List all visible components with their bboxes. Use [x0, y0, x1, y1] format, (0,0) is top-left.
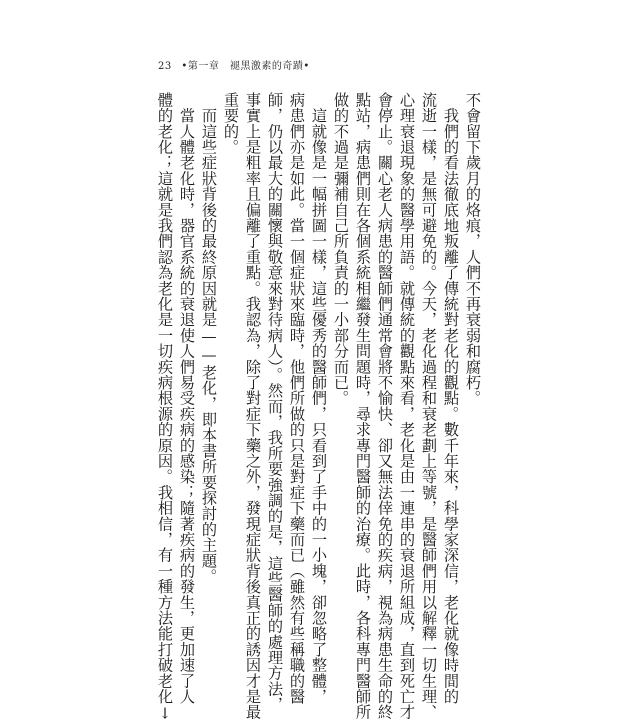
text-column-14: 當人體老化時，器官系統的衰退使人們易受疾病的感染；隨著疾病的發生，更加速了人 — [178, 92, 196, 705]
text-column-12: 重要的。 — [222, 92, 240, 155]
text-column-4: 心理衰退現象的醫學用語。就傳統的觀點來看，老化是由一連串的衰退所組成，直到死亡才 — [398, 92, 416, 720]
chapter-title: •第一章 褪黑激素的奇蹟• — [181, 61, 310, 72]
text-column-8: 這就像是一幅拼圖一樣，這些優秀的醫師們，只看到了手中的一小塊，卻忽略了整體， — [310, 92, 328, 705]
text-column-10: 師，仍以最大的關懷與敬意來對待病人）。然而，我所要強調的是，這些醫師的處理方法， — [266, 92, 284, 713]
text-column-11: 事實上是粗率且偏離了重點。我認為，除了對症下藥之外，發現症狀背後真正的誘因才是最 — [244, 92, 262, 720]
text-column-3: 流逝一樣，是無可避免的。今天，老化過程和衰老劃上等號，是醫師們用以解釋一切生理、 — [420, 92, 438, 720]
vertical-text-block — [150, 92, 482, 723]
text-column-1: 不會留下歲月的烙痕，人們不再衰弱和腐朽。 — [464, 92, 482, 406]
text-column-13: 而這些症狀背後的最終原因就是——老化，即本書所要探討的主題。 — [200, 92, 218, 585]
text-column-6: 點站，病患們則在各個系統相繼發生問題時，尋求專門醫師的治療。此時，各科專門醫師所 — [354, 92, 372, 720]
page-number: 23 — [158, 61, 172, 72]
text-column-9: 病患們亦是如此。當一個症狀來臨時，他們所做的只是對症下藥而已（雖然有些稱職的醫 — [288, 92, 306, 705]
page-header — [158, 57, 316, 72]
text-column-15: 體的老化；這就是我們認為老化是一切疾病根源的原因。我相信，有一種方法能打破老化↓ — [156, 92, 174, 723]
text-column-5: 會停止。關心老人病患的醫師們通常會將不愉快、卻又無法倖免的疾病，視為病患生命的終 — [376, 92, 394, 720]
text-column-7: 做的不過是彌補自己所負責的一小部分而已。 — [332, 92, 350, 406]
text-column-2: 我們的看法徹底地叛離了傳統對老化的觀點。數千年來，科學家深信，老化就像時間的 — [442, 92, 460, 705]
